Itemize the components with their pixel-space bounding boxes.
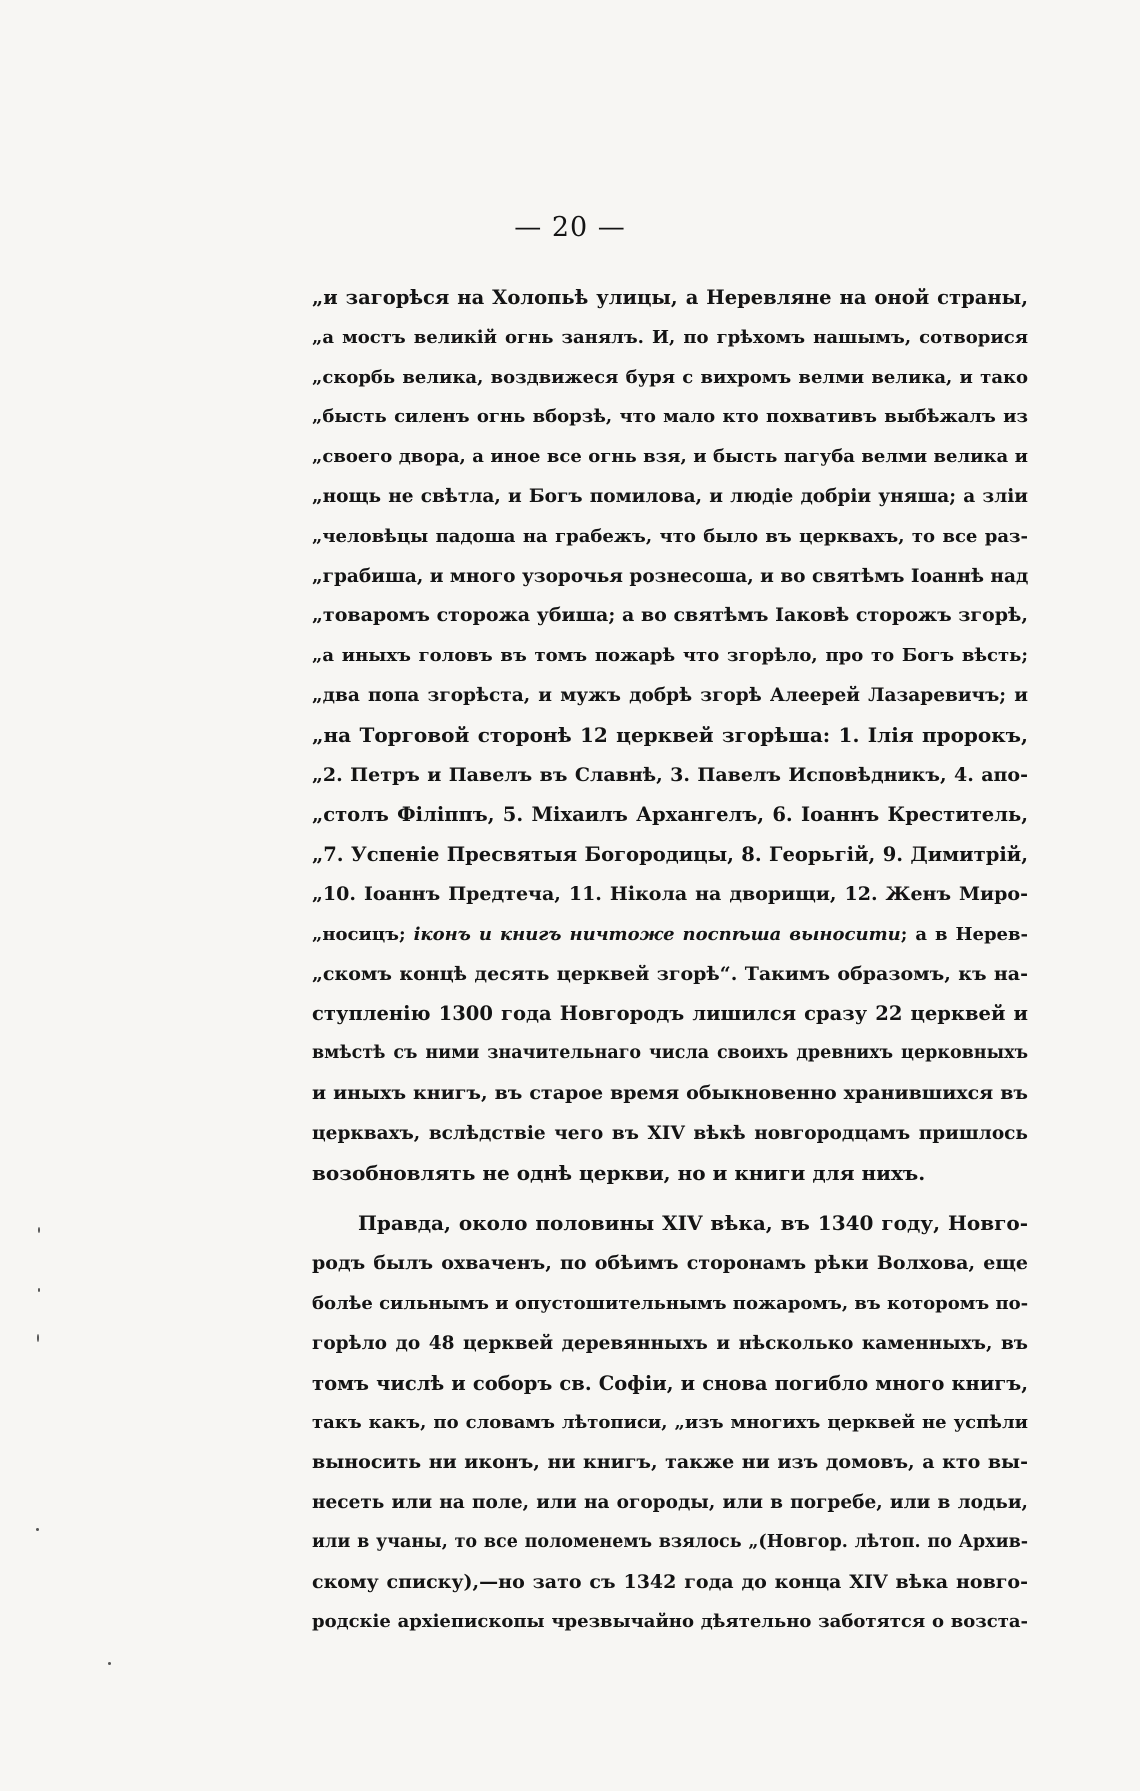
text-line: такъ какъ, по словамъ лѣтописи, „изъ многихъ церквей не успѣли: [312, 1412, 1028, 1434]
text-line: и иныхъ книгъ, въ старое время обыкновенно хранившихся въ: [312, 1081, 1028, 1104]
text-line: родъ былъ охваченъ, по обѣимъ сторонамъ рѣки Волхова, еще: [312, 1252, 1028, 1275]
text-line: „бысть силенъ огнь вборзѣ, что мало кто похвативъ выбѣжалъ из: [312, 406, 1028, 428]
text-line: „столъ Філіппъ, 5. Міхаилъ Архангелъ, 6. Іоаннъ Креститель,: [312, 803, 1028, 827]
text-line-with-italic: [312, 915, 1028, 955]
line-start: „носицъ;: [312, 923, 414, 945]
text-line: „а мостъ великій огнь занялъ. И, по грѣхомъ нашымъ, сотворися: [312, 326, 1028, 348]
scan-speck: [38, 1288, 40, 1292]
scan-speck: [108, 1662, 111, 1665]
scan-speck: [37, 1334, 39, 1342]
text-line: „а иныхъ головъ въ томъ пожарѣ что згорѣло, про то Богъ вѣсть;: [312, 645, 1028, 667]
text-line: родскіе архіепископы чрезвычайно дѣятельно заботятся о возста-: [312, 1611, 1028, 1633]
text-line: болѣе сильнымъ и опустошительнымъ пожаромъ, въ которомъ по-: [312, 1292, 1029, 1314]
italic-emphasis: іконъ и книгъ ничтоже поспѣша выносити: [413, 923, 901, 945]
text-line: „грабиша, и много узорочья рознесоша, и во святѣмъ Іоаннѣ над: [312, 565, 1029, 587]
scan-speck: [36, 1528, 39, 1531]
text-line: „два попа згорѣста, и мужъ добрѣ згорѣ Алеерей Лазаревичъ; и: [312, 684, 1028, 706]
text-line: Правда, около половины XIV вѣка, въ 1340 году, Новго-: [358, 1211, 1028, 1236]
text-line: „нощь не свѣтла, и Богъ помилова, и людіе добріи уняша; а зліи: [312, 485, 1028, 507]
text-line: вмѣстѣ съ ними значительнаго числа своихъ древнихъ церковныхъ: [312, 1043, 1028, 1064]
text-line: „своего двора, а иное все огнь взя, и бысть пагуба велми велика и: [312, 446, 1028, 468]
line-end: ; а в Нерев-: [900, 923, 1028, 945]
text-line: выносить ни иконъ, ни книгъ, также ни изъ домовъ, а кто вы-: [312, 1451, 1028, 1474]
text-line: „2. Петръ и Павелъ въ Славнѣ, 3. Павелъ Исповѣдникъ, 4. апо-: [312, 763, 1028, 786]
text-line: ступленію 1300 года Новгородъ лишился сразу 22 церквей и: [312, 1002, 1028, 1026]
text-line: „товаромъ сторожа убиша; а во святѣмъ Іаковѣ сторожъ згорѣ,: [312, 604, 1028, 627]
text-line: „скорбь велика, воздвижеся буря с вихромъ велми велика, и тако: [312, 366, 1028, 388]
text-line: „и загорѣся на Холопьѣ улицы, а Неревляне на оной страны,: [312, 286, 1028, 309]
page-number: — 20 —: [514, 212, 626, 243]
paragraph-2: [312, 1204, 1028, 1642]
text-line: „скомъ концѣ десять церквей згорѣ“. Такимъ образомъ, къ на-: [312, 962, 1028, 985]
text-line: „7. Успеніе Пресвятыя Богородицы, 8. Георьгій, 9. Димитрій,: [312, 843, 1028, 867]
text-line: „10. Іоаннъ Предтеча, 11. Нікола на дворищи, 12. Женъ Миро-: [312, 882, 1028, 905]
text-line: томъ числѣ и соборъ св. Софіи, и снова погибло много книгъ,: [312, 1371, 1028, 1395]
scan-speck: [38, 1227, 40, 1233]
body-text: [312, 278, 1028, 1642]
text-line: скому списку),—но зато съ 1342 года до конца XIV вѣка новго-: [312, 1570, 1028, 1593]
text-line: или в учаны, то все поломенемъ взялось „(Новгор. лѣтоп. по Архив-: [312, 1531, 1028, 1552]
text-line: возобновлять не однѣ церкви, но и книги для нихъ.: [312, 1160, 926, 1185]
text-line: церквахъ, вслѣдствіе чего въ XIV вѣкѣ новгородцамъ пришлось: [312, 1122, 1028, 1144]
text-line: „человѣцы падоша на грабежъ, что было въ церквахъ, то все раз-: [312, 525, 1028, 547]
text-line: горѣло до 48 церквей деревянныхъ и нѣсколько каменныхъ, въ: [312, 1332, 1028, 1354]
paragraph-1: [312, 278, 1028, 1193]
text-line: несеть или на поле, или на огороды, или в погребе, или в лодьи,: [312, 1491, 1028, 1513]
text-line: „на Торговой сторонѣ 12 церквей згорѣша: 1. Ілія пророкъ,: [312, 722, 1028, 747]
